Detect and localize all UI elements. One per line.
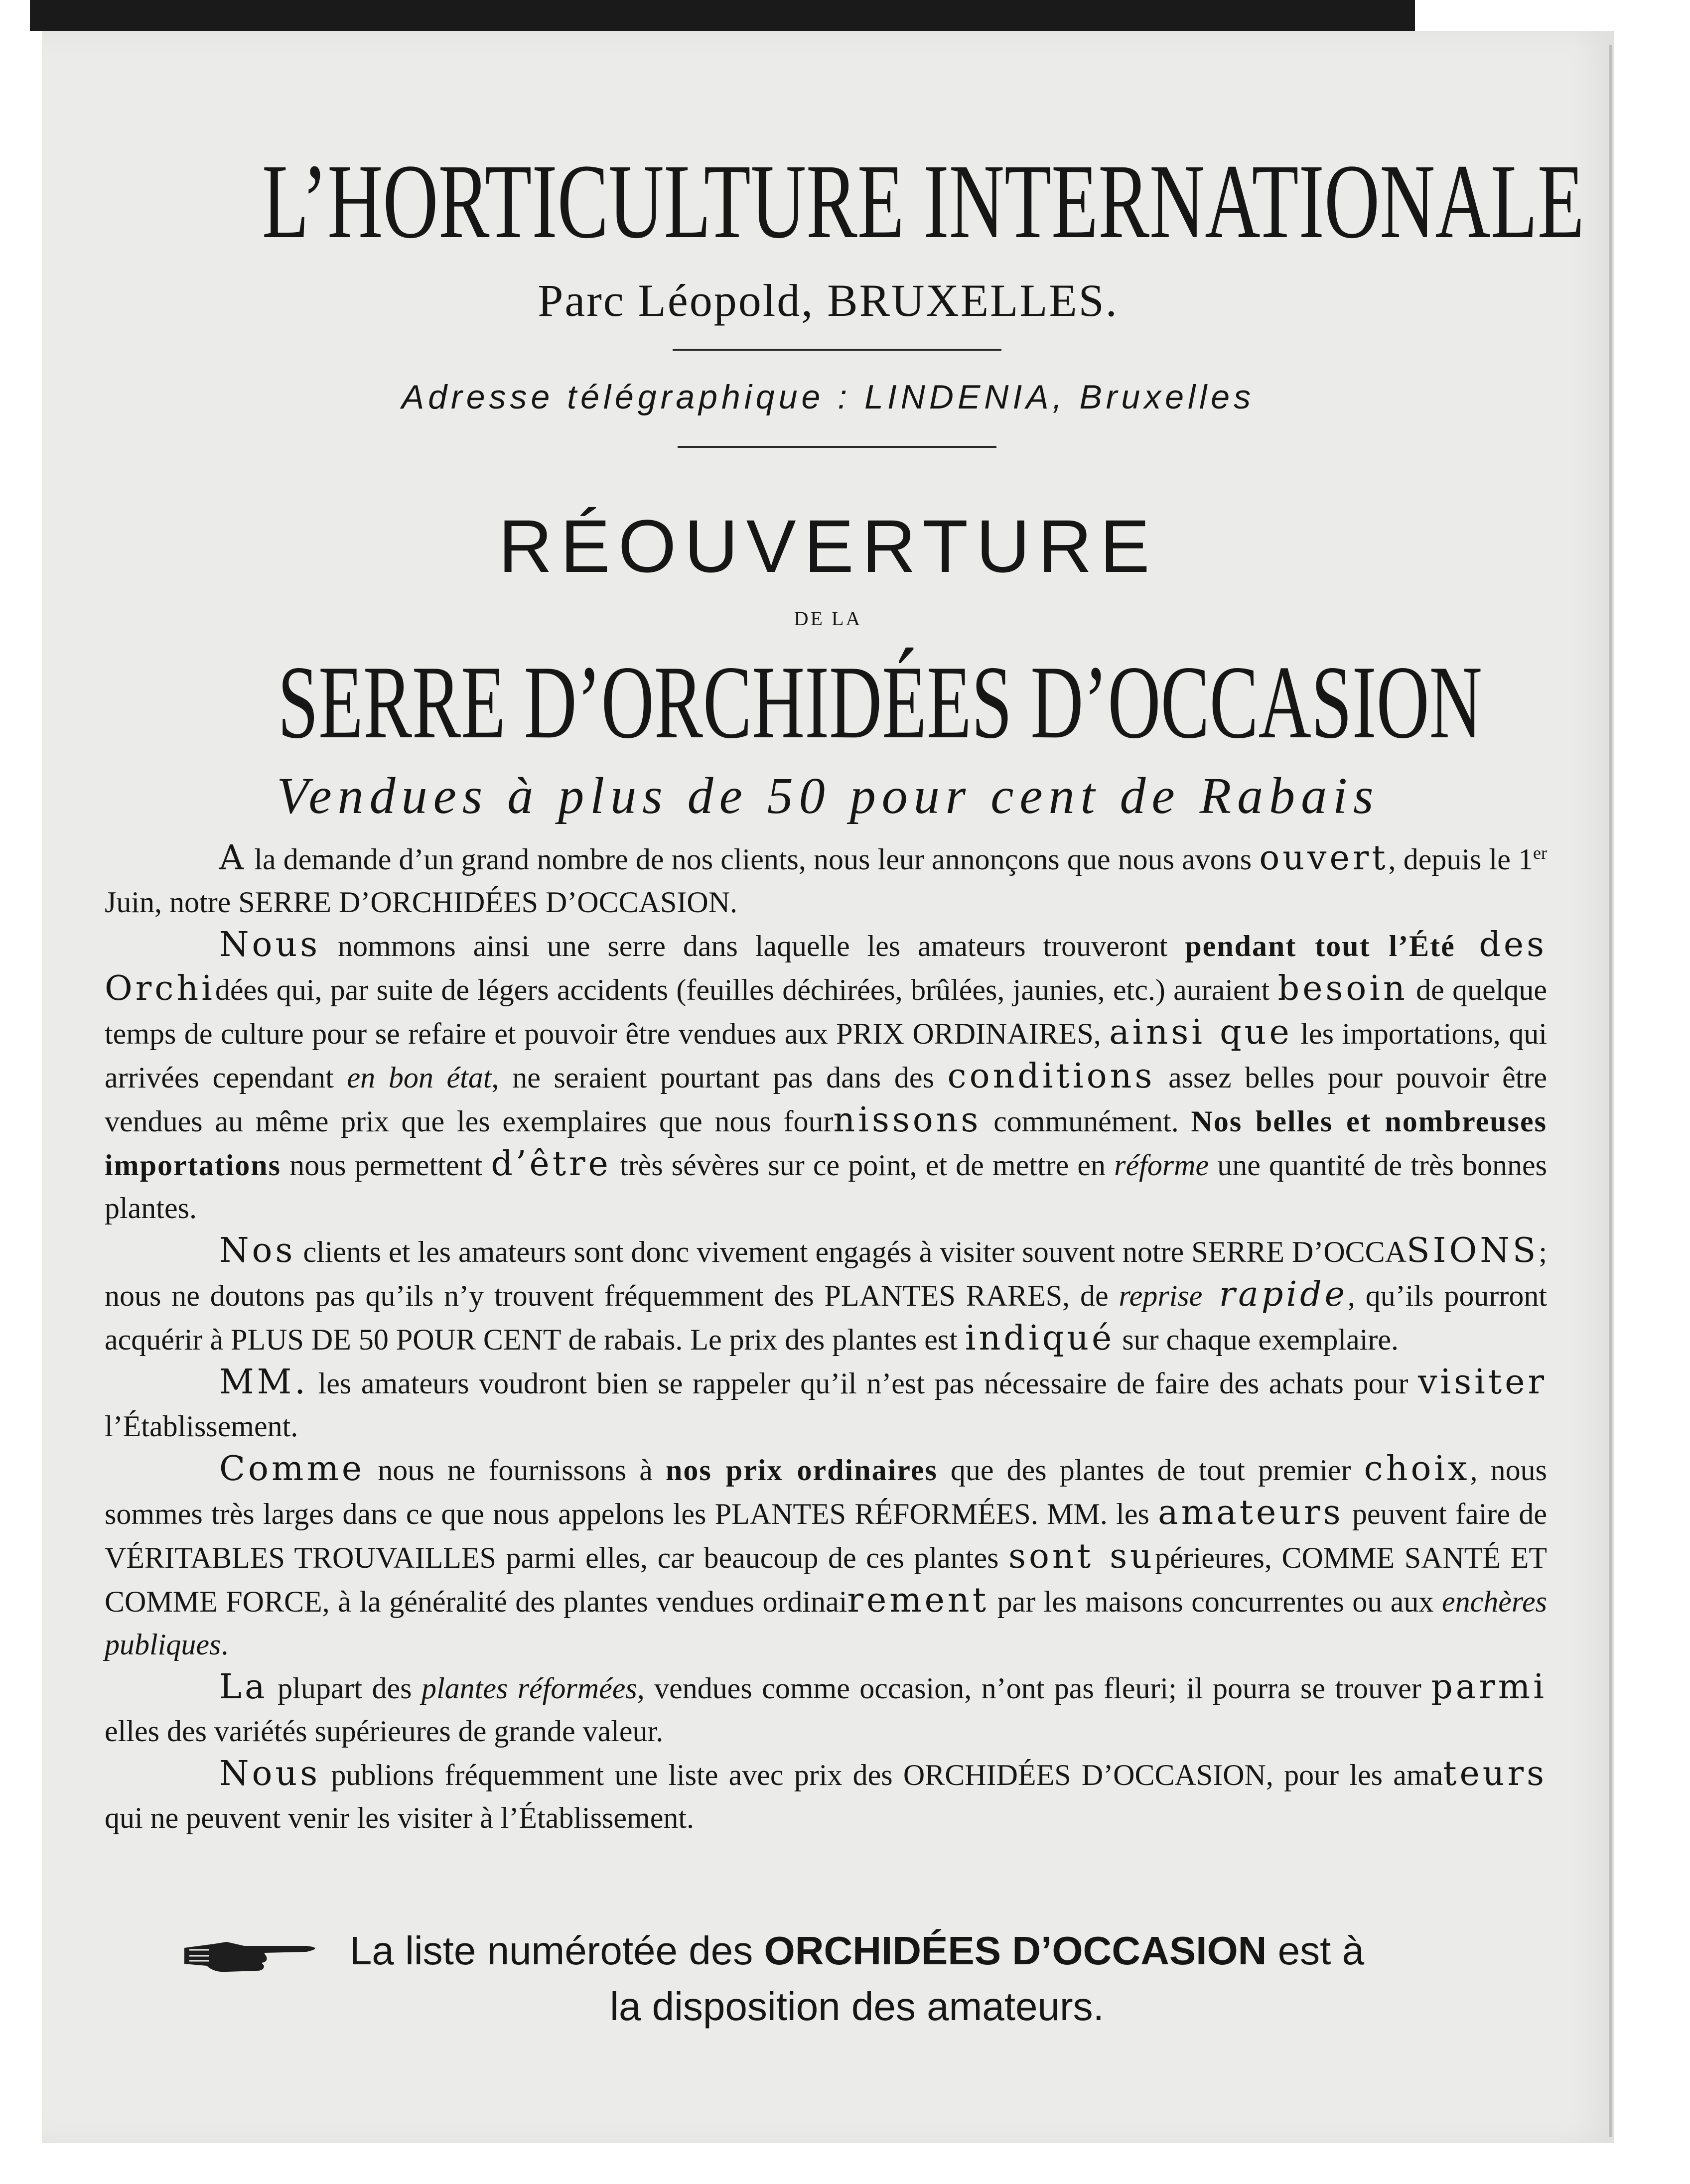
text-run: plupart des xyxy=(268,1672,422,1705)
bold-run: nos prix ordinaires xyxy=(665,1454,938,1487)
lead-word: conditions xyxy=(947,1057,1155,1096)
page-edge-shadow xyxy=(1609,45,1612,2137)
text-run: , nous sommes très larges dans ce que nous appelons les PLANTES RÉFORMÉES. MM. les xyxy=(105,1454,1547,1530)
headline-subtitle: Vendues à plus de 50 pour cent de Rabais xyxy=(277,767,1380,824)
divider-rule xyxy=(673,349,1001,351)
text-run: assez belles pour pouvoir être vendues au même prix que les exemplaires que nous four xyxy=(105,1061,1547,1138)
lead-word: choix xyxy=(1364,1449,1470,1489)
footer-line-1 xyxy=(149,1923,1564,1979)
text-run: est à xyxy=(1267,1928,1365,1973)
lead-word: SIONS xyxy=(1407,1231,1539,1270)
italic-run: réforme xyxy=(1114,1149,1209,1182)
text-run: nous ne fournissons à xyxy=(365,1454,666,1487)
paragraph-2 xyxy=(105,924,1547,1229)
text-run: publions fréquemment une liste avec prix des ORCHIDÉES D’OCCASION, pour les ama xyxy=(320,1759,1443,1791)
text-run: peuvent faire de VÉRITABLES TROUVAILLES parmi elles, car beaucoup de ces plantes xyxy=(105,1498,1547,1574)
lead-word: teurs xyxy=(1443,1754,1547,1793)
paragraph-4 xyxy=(105,1361,1547,1448)
text-run: elles des variétés supérieures de grande valeur. xyxy=(105,1715,664,1748)
text-run: nommons ainsi une serre dans laquelle les amateurs trouveront xyxy=(320,930,1185,962)
lead-word: parmi xyxy=(1431,1667,1548,1707)
lead-word: sont su xyxy=(1008,1537,1155,1576)
lead-word: visiter xyxy=(1418,1363,1547,1402)
lead-word: besoin xyxy=(1277,969,1408,1008)
text-run: périeures, COMME SANTÉ ET COMME FORCE, à la généralité des plantes vendues ordinai xyxy=(105,1541,1548,1618)
lead-word: MM. xyxy=(219,1363,308,1402)
telegraph-address: Adresse télégraphique : LINDENIA, Bruxelles xyxy=(401,378,1255,416)
address-line: Parc Léopold, BRUXELLES. xyxy=(538,275,1119,326)
text-run: les amateurs voudront bien se rappeler qu’il n’est pas nécessaire de faire des achats pour xyxy=(308,1367,1418,1400)
page-title: L’HORTICULTURE INTERNATIONALE xyxy=(262,142,1584,261)
text-run: la demande d’un grand nombre de nos clients, nous leur annonçons que nous avons xyxy=(247,843,1260,876)
headline-de-la: DE LA xyxy=(794,607,862,630)
footer-line-2: la disposition des amateurs. xyxy=(610,1984,1104,2029)
bold-run: Nos belles et nombreuses importations xyxy=(105,1105,1547,1182)
lead-word: nissons xyxy=(833,1100,982,1140)
lead-word: ouvert xyxy=(1259,838,1389,878)
headline-reouverture: RÉOUVERTURE xyxy=(498,504,1158,588)
bold-run: pendant tout l’Été xyxy=(1185,930,1455,962)
superscript: er xyxy=(1533,843,1547,863)
text-run: par les maisons concurrentes ou aux xyxy=(989,1585,1442,1618)
lead-word: ainsi que xyxy=(1109,1013,1292,1052)
italic-run: reprise xyxy=(1119,1279,1203,1312)
text-run: de quelque temps de culture pour se refaire et pouvoir être vendues aux PRIX ORDINAIRES, xyxy=(105,973,1548,1050)
paragraph-6 xyxy=(105,1666,1547,1753)
lead-word: indiqué xyxy=(965,1319,1115,1358)
lead-word: des Orchi xyxy=(105,925,1547,1008)
top-dark-band xyxy=(30,0,1415,31)
text-run: sur chaque exemplaire. xyxy=(1115,1323,1399,1356)
divider-rule xyxy=(678,446,996,448)
text-run: très sévères sur ce point, et de mettre en xyxy=(611,1149,1115,1182)
body-text xyxy=(105,837,1547,1839)
text-run: La liste numérotée des xyxy=(349,1928,764,1973)
lead-word: amateurs xyxy=(1158,1493,1344,1532)
text-run: , qu’ils pourront acquérir à PLUS DE 50 POUR CENT de rabais. Le prix des plantes est xyxy=(105,1279,1547,1356)
text-run: communément. xyxy=(981,1105,1191,1138)
paragraph-3 xyxy=(105,1229,1547,1361)
footer-note xyxy=(149,1923,1564,2035)
text-run: , ne seraient pourtant pas dans des xyxy=(491,1061,948,1094)
text-run: l’Établissement. xyxy=(105,1410,298,1443)
text-run: dées qui, par suite de légers accidents (feuilles déchirées, brûlées, jaunies, etc.) auraient xyxy=(215,973,1278,1006)
lead-word: rapide xyxy=(1202,1275,1348,1314)
text-run: , vendues comme occasion, n’ont pas fleuri; il pourra se trouver xyxy=(637,1672,1431,1705)
italic-run: enchères publiques xyxy=(105,1585,1547,1661)
lead-word: A xyxy=(219,838,247,878)
text-run: nous permettent xyxy=(281,1149,491,1182)
text-run: qui ne peuvent venir les visiter à l’Établissement. xyxy=(105,1801,695,1834)
paragraph-1 xyxy=(105,837,1547,924)
lead-word: rement xyxy=(847,1581,989,1620)
lead-word: Nous xyxy=(219,925,321,964)
lead-word: Comme xyxy=(219,1449,365,1489)
italic-run: plantes réformées xyxy=(422,1672,637,1705)
lead-word: Nous xyxy=(219,1754,321,1793)
paragraph-5 xyxy=(105,1448,1547,1666)
text-run: Juin, notre SERRE D’ORCHIDÉES D’OCCASION. xyxy=(105,886,738,919)
text-run: . xyxy=(221,1628,229,1661)
text-run: ; nous ne doutons pas qu’ils n’y trouvent fréquemment des PLANTES RARES, de xyxy=(105,1235,1547,1312)
text-run: , depuis le 1 xyxy=(1388,843,1534,876)
text-run: clients et les amateurs sont donc vivement engagés à visiter souvent notre SERRE D’OCCA xyxy=(295,1235,1407,1268)
lead-word: Nos xyxy=(219,1231,296,1270)
lead-word: La xyxy=(219,1667,268,1707)
italic-run: en bon état xyxy=(347,1061,492,1094)
bold-run: ORCHIDÉES D’OCCASION xyxy=(764,1928,1267,1973)
lead-word: d’être xyxy=(491,1144,611,1184)
text-run: que des plantes de tout premier xyxy=(937,1454,1364,1487)
text-run: une quantité de très bonnes plantes. xyxy=(105,1149,1547,1225)
headline-serre: SERRE D’ORCHIDÉES D’OCCASION xyxy=(278,645,1482,760)
text-run: les importations, qui arrivées cependant xyxy=(105,1017,1547,1094)
paragraph-7 xyxy=(105,1753,1547,1839)
